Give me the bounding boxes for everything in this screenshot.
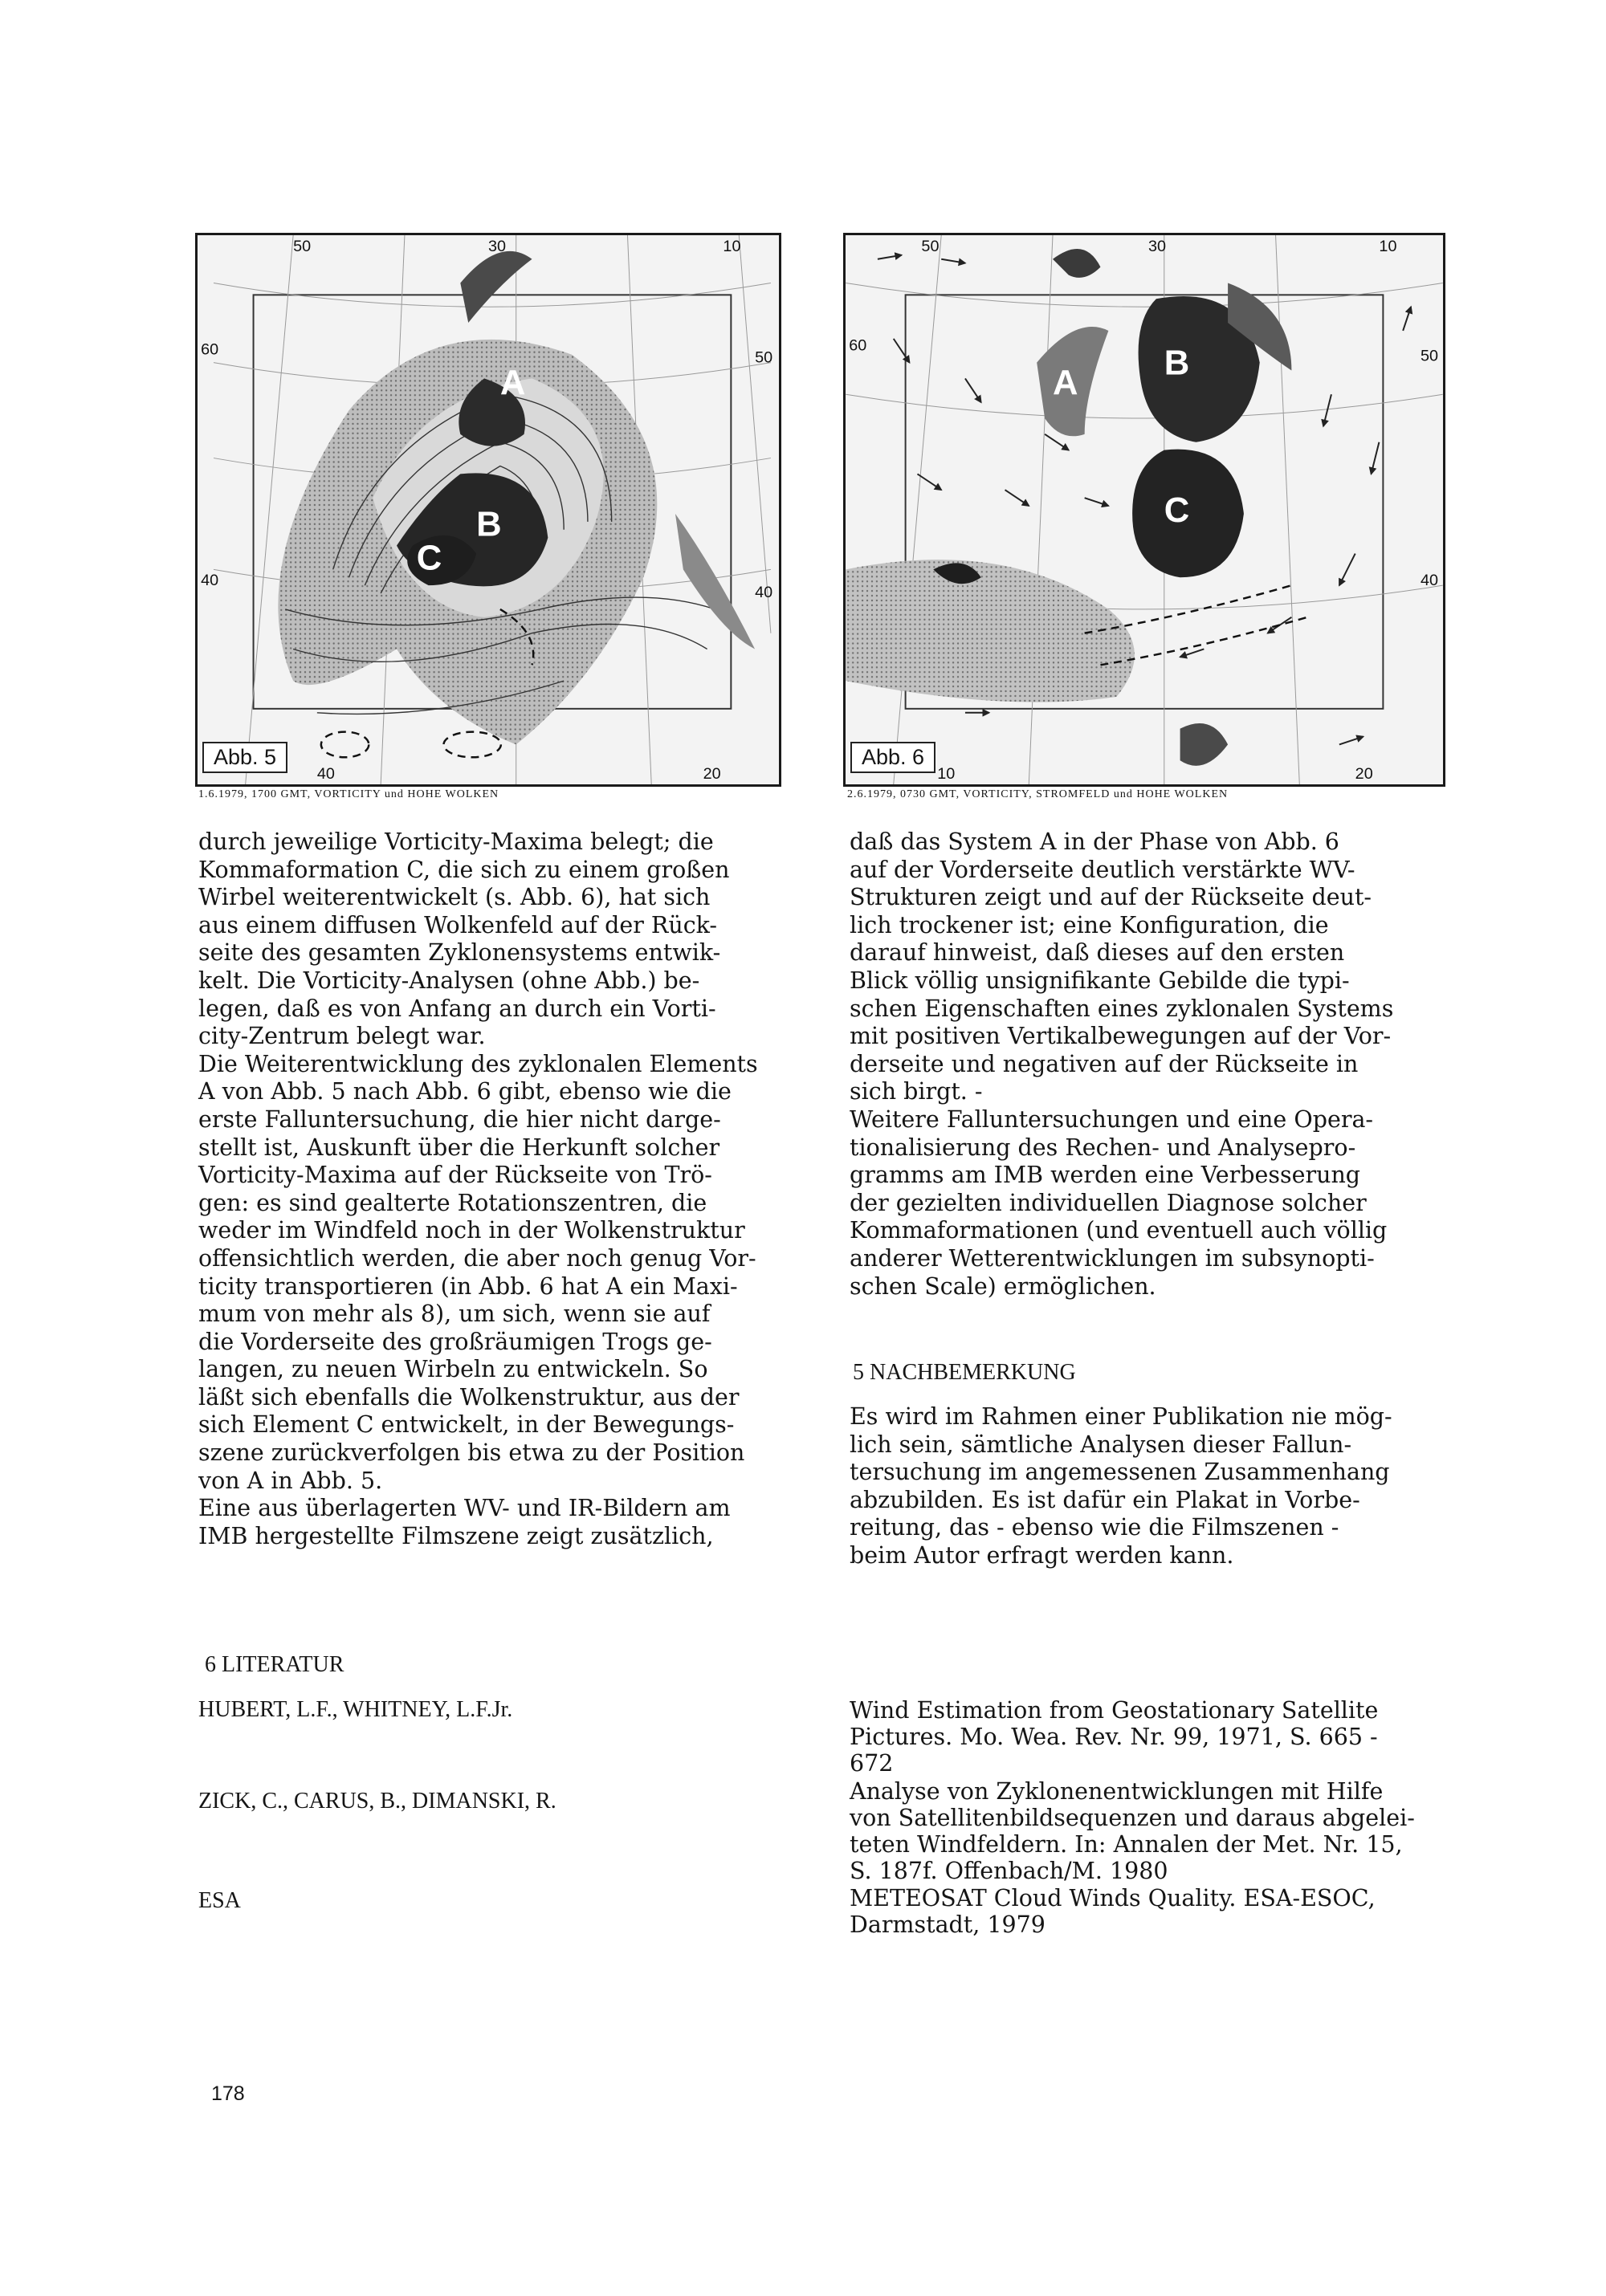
text-line: sich Element C entwickelt, in der Bewegungs- <box>198 1411 735 1439</box>
text-line: ticity transportieren (in Abb. 6 hat A ein Maxi- <box>198 1272 738 1300</box>
lon-label: 50 <box>293 237 312 255</box>
lat-label: 60 <box>201 340 219 359</box>
text-line: schen Eigenschaften eines zyklonalen Systems <box>850 995 1394 1022</box>
lat-label: 40 <box>755 584 773 602</box>
figure-abb5 <box>195 233 781 787</box>
text-line: erste Falluntersuchung, die hier nicht darge- <box>198 1105 721 1133</box>
text-line: Darmstadt, 1979 <box>850 1911 1046 1938</box>
text-line: Vorticity-Maxima auf der Rückseite von Trö- <box>198 1162 712 1189</box>
text-line: Kommaformation C, die sich zu einem großen <box>198 856 730 883</box>
text-line: Weitere Falluntersuchungen und eine Opera- <box>850 1105 1374 1133</box>
text-line: lich trockener ist; eine Konfiguration, die <box>850 911 1329 938</box>
lat-label: 50 <box>755 348 773 367</box>
text-line: METEOSAT Cloud Winds Quality. ESA-ESOC, <box>850 1885 1376 1911</box>
text-line: tionalisierung des Rechen- und Analysepro- <box>850 1134 1356 1161</box>
figure-caption: 1.6.1979, 1700 GMT, VORTICITY und HOHE WOLKEN <box>198 788 499 800</box>
lon-label: 10 <box>937 765 956 784</box>
text-line: Blick völlig unsignifikante Gebilde die typi- <box>850 967 1350 994</box>
reference-text <box>850 1778 1476 1884</box>
figure-label: Abb. 5 <box>202 742 287 773</box>
lat-label: 50 <box>1420 347 1439 365</box>
text-line: mit positiven Vertikalbewegungen auf der Vor- <box>850 1023 1392 1050</box>
text-line: weder im Windfeld noch in der Wolkenstruktur <box>198 1217 745 1244</box>
text-line: aus einem diffusen Wolkenfeld auf der Rück- <box>198 911 718 938</box>
left-column <box>198 828 833 1550</box>
text-line: A von Abb. 5 nach Abb. 6 gibt, ebenso wie die <box>198 1078 732 1105</box>
text-line: seite des gesamten Zyklonensystems entwik- <box>198 939 721 967</box>
text-line: Wirbel weiterentwickelt (s. Abb. 6), hat sich <box>198 884 711 911</box>
section5-body <box>850 1403 1476 1570</box>
text-line: Die Weiterentwicklung des zyklonalen Elements <box>198 1050 758 1077</box>
reference-text <box>850 1697 1476 1777</box>
lon-label: 10 <box>723 237 741 255</box>
text-line: szene zurückverfolgen bis etwa zu der Position <box>198 1439 745 1467</box>
text-line: stellt ist, Auskunft über die Herkunft solcher <box>198 1134 720 1161</box>
lat-label: 40 <box>1420 572 1439 590</box>
text-line: Eine aus überlagerten WV- und IR-Bildern am <box>198 1495 731 1522</box>
text-line: abzubilden. Es ist dafür ein Plakat in Vorbe- <box>850 1486 1360 1513</box>
text-line: daß das System A in der Phase von Abb. 6 <box>850 828 1339 855</box>
lon-label: 40 <box>316 765 335 784</box>
text-line: langen, zu neuen Wirbeln zu entwickeln. So <box>198 1356 708 1383</box>
text-line: darauf hinweist, daß dieses auf den ersten <box>850 939 1345 967</box>
reference-authors: ZICK, C., CARUS, B., DIMANSKI, R. <box>198 1789 556 1814</box>
lon-label: 20 <box>703 765 721 784</box>
text-line: mum von mehr als 8), um sich, wenn sie auf <box>198 1301 711 1328</box>
text-line: teten Windfeldern. In: Annalen der Met. Nr. 15, <box>850 1831 1403 1858</box>
marker-c: C <box>1164 491 1190 530</box>
lon-label: 50 <box>921 237 940 255</box>
marker-a: A <box>1053 364 1078 403</box>
text-line: S. 187f. Offenbach/M. 1980 <box>850 1858 1168 1884</box>
text-line: derseite und negativen auf der Rückseite in <box>850 1050 1359 1077</box>
text-line: gramms am IMB werden eine Verbesserung <box>850 1162 1361 1189</box>
lat-label: 60 <box>849 336 867 355</box>
reference-authors: ESA <box>198 1888 241 1913</box>
text-line: offensichtlich werden, die aber noch genug Vor- <box>198 1244 756 1272</box>
text-line: IMB hergestellte Filmszene zeigt zusätzlich, <box>198 1522 714 1549</box>
reference-authors: HUBERT, L.F., WHITNEY, L.F.Jr. <box>198 1697 513 1722</box>
lon-label: 30 <box>488 237 507 255</box>
figure-abb5-map <box>198 235 779 784</box>
text-line: Es wird im Rahmen einer Publikation nie mög- <box>850 1403 1392 1430</box>
reference-text <box>850 1885 1476 1938</box>
lon-label: 10 <box>1379 237 1397 255</box>
marker-b: B <box>1164 344 1190 383</box>
text-line: Kommaformationen (und eventuell auch völlig <box>850 1217 1388 1244</box>
figure-caption: 2.6.1979, 0730 GMT, VORTICITY, STROMFELD und HOHE WOLKEN <box>847 788 1229 800</box>
text-line: anderer Wetterentwicklungen im subsynopti- <box>850 1244 1375 1272</box>
text-line: läßt sich ebenfalls die Wolkenstruktur, aus der <box>198 1383 740 1411</box>
figure-label: Abb. 6 <box>850 742 935 773</box>
lon-label: 20 <box>1355 765 1373 784</box>
section-heading-nachbemerkung: 5 NACHBEMERKUNG <box>853 1360 1076 1385</box>
text-line: die Vorderseite des großräumigen Trogs ge- <box>198 1328 712 1355</box>
text-line: durch jeweilige Vorticity-Maxima belegt; die <box>198 828 714 855</box>
figure-abb6-map <box>846 235 1443 784</box>
text-line: Analyse von Zyklonenentwicklungen mit Hilfe <box>850 1778 1384 1805</box>
text-line: von Satellitenbildsequenzen und daraus abgelei- <box>850 1805 1415 1831</box>
text-line: kelt. Die Vorticity-Analysen (ohne Abb.) be- <box>198 967 700 994</box>
lon-label: 30 <box>1147 237 1167 255</box>
text-line: von A in Abb. 5. <box>198 1467 383 1494</box>
text-line: schen Scale) ermöglichen. <box>850 1272 1156 1300</box>
text-line: Pictures. Mo. Wea. Rev. Nr. 99, 1971, S. 665 - <box>850 1724 1378 1750</box>
text-line: gen: es sind gealterte Rotationszentren, die <box>198 1189 707 1216</box>
section-heading-literatur: 6 LITERATUR <box>205 1652 344 1677</box>
marker-c: C <box>416 539 442 578</box>
text-line: 672 <box>850 1750 894 1777</box>
text-line: sich birgt. - <box>850 1078 983 1105</box>
marker-b: B <box>476 505 502 544</box>
text-line: city-Zentrum belegt war. <box>198 1023 486 1050</box>
text-line: tersuchung im angemessenen Zusammenhang <box>850 1459 1390 1486</box>
lat-label: 40 <box>201 572 219 590</box>
figure-abb6 <box>843 233 1445 787</box>
text-line: Wind Estimation from Geostationary Satellite <box>850 1697 1379 1724</box>
right-column <box>850 828 1476 1301</box>
text-line: Strukturen zeigt und auf der Rückseite deut- <box>850 884 1372 911</box>
text-line: reitung, das - ebenso wie die Filmszenen - <box>850 1514 1339 1541</box>
text-line: der gezielten individuellen Diagnose solcher <box>850 1189 1367 1216</box>
text-line: lich sein, sämtliche Analysen dieser Fallun- <box>850 1431 1352 1458</box>
page-number: 178 <box>211 2082 245 2105</box>
text-line: legen, daß es von Anfang an durch ein Vorti- <box>198 995 716 1022</box>
text-line: auf der Vorderseite deutlich verstärkte WV- <box>850 856 1355 883</box>
marker-a: A <box>499 364 526 403</box>
text-line: beim Autor erfragt werden kann. <box>850 1541 1234 1569</box>
